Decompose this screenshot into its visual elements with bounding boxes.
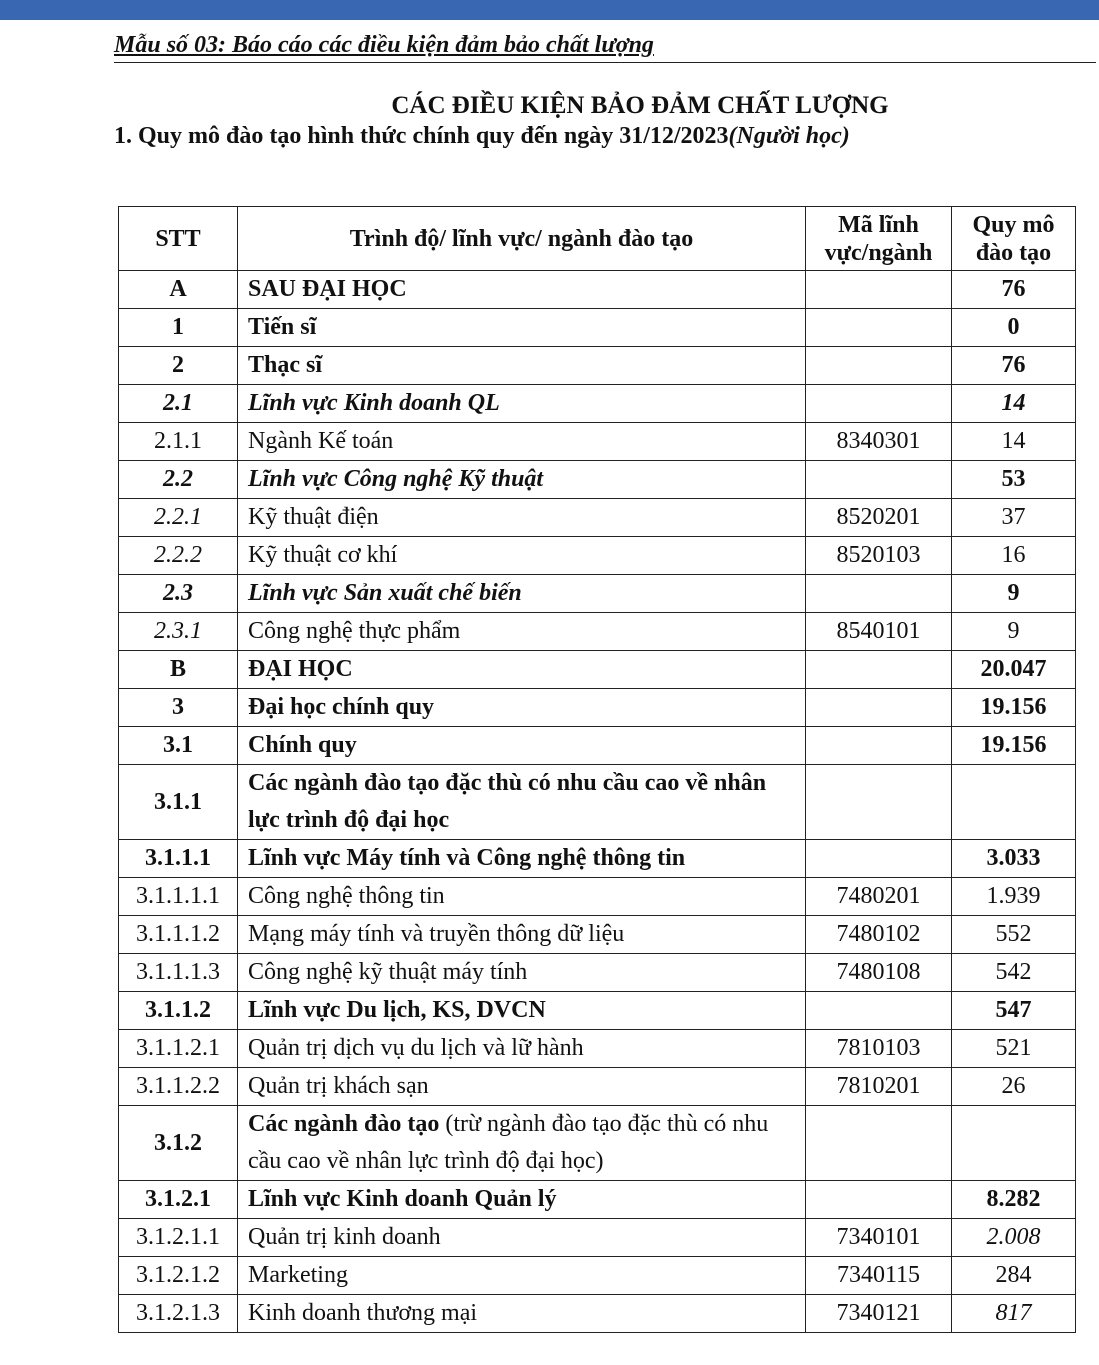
row-stt: 3.1.2 [119,1106,238,1181]
table-row [119,1257,1076,1295]
row-code [806,689,952,727]
row-stt: 3 [119,689,238,727]
row-name: Kỹ thuật cơ khí [238,537,806,575]
table-row [119,423,1076,461]
section-title [114,123,850,150]
table-row [119,651,1076,689]
row-code: 7480201 [806,878,952,916]
row-name: Thạc sĩ [238,347,806,385]
row-stt: 2.2.1 [119,499,238,537]
row-value: 0 [952,309,1076,347]
row-value: 53 [952,461,1076,499]
row-value: 547 [952,992,1076,1030]
row-name: Quản trị kinh doanh [238,1219,806,1257]
row-name: Lĩnh vực Công nghệ Kỹ thuật [238,461,806,499]
row-code [806,461,952,499]
header-program: Trình độ/ lĩnh vực/ ngành đào tạo [238,207,806,271]
table-row [119,992,1076,1030]
row-code: 7480108 [806,954,952,992]
row-name: Các ngành đào tạo đặc thù có nhu cầu cao về nhân lực trình độ đại học [238,765,806,840]
row-value: 20.047 [952,651,1076,689]
row-stt: B [119,651,238,689]
row-name: Tiến sĩ [238,309,806,347]
row-code [806,651,952,689]
row-stt: 2.3 [119,575,238,613]
table-row [119,1068,1076,1106]
row-code [806,271,952,309]
row-value: 2.008 [952,1219,1076,1257]
row-value: 19.156 [952,689,1076,727]
row-stt: 3.1.1.1 [119,840,238,878]
row-name: Mạng máy tính và truyền thông dữ liệu [238,916,806,954]
row-value: 14 [952,423,1076,461]
row-value: 1.939 [952,878,1076,916]
row-stt: 3.1.1.1.3 [119,954,238,992]
row-stt: 3.1.1.2.2 [119,1068,238,1106]
row-value: 8.282 [952,1181,1076,1219]
table-row [119,537,1076,575]
row-value: 817 [952,1295,1076,1333]
row-code: 8520201 [806,499,952,537]
row-value: 284 [952,1257,1076,1295]
row-code: 7340115 [806,1257,952,1295]
row-name: Kỹ thuật điện [238,499,806,537]
table-row [119,727,1076,765]
row-stt: 3.1.1 [119,765,238,840]
row-name: Marketing [238,1257,806,1295]
row-name: Chính quy [238,727,806,765]
row-stt: 2.3.1 [119,613,238,651]
row-value: 9 [952,575,1076,613]
table-row [119,689,1076,727]
table-row [119,271,1076,309]
row-value: 9 [952,613,1076,651]
row-code [806,840,952,878]
row-value [952,1106,1076,1181]
row-stt: 2.1.1 [119,423,238,461]
row-value: 542 [952,954,1076,992]
header-stt: STT [119,207,238,271]
row-code [806,727,952,765]
table-row [119,575,1076,613]
row-code: 8340301 [806,423,952,461]
row-code [806,575,952,613]
row-value: 76 [952,271,1076,309]
row-code [806,309,952,347]
row-stt: 3.1.1.2.1 [119,1030,238,1068]
table-row [119,840,1076,878]
row-value [952,765,1076,840]
row-code: 7810103 [806,1030,952,1068]
row-value: 19.156 [952,727,1076,765]
row-value: 76 [952,347,1076,385]
row-name: Các ngành đào tạo (trừ ngành đào tạo đặc thù có nhu cầu cao về nhân lực trình độ đại học) [238,1106,806,1181]
row-name: Kinh doanh thương mại [238,1295,806,1333]
table-row [119,385,1076,423]
section-title-main: 1. Quy mô đào tạo hình thức chính quy đến ngày 31/12/2023 [114,123,729,149]
row-code: 7810201 [806,1068,952,1106]
row-name: Công nghệ kỹ thuật máy tính [238,954,806,992]
row-stt: 3.1.2.1.2 [119,1257,238,1295]
header-code: Mã lĩnh vực/ngành [806,207,952,271]
table-row [119,1106,1076,1181]
row-name: Công nghệ thực phẩm [238,613,806,651]
table-row [119,461,1076,499]
page-title: CÁC ĐIỀU KIỆN BẢO ĐẢM CHẤT LƯỢNG [391,92,889,119]
row-name: Lĩnh vực Du lịch, KS, DVCN [238,992,806,1030]
row-code: 7340101 [806,1219,952,1257]
row-name: SAU ĐẠI HỌC [238,271,806,309]
table-row [119,309,1076,347]
row-name: Quản trị khách sạn [238,1068,806,1106]
row-value: 3.033 [952,840,1076,878]
row-name: Công nghệ thông tin [238,878,806,916]
header-divider [114,62,1096,63]
row-code: 8520103 [806,537,952,575]
row-name: Ngành Kế toán [238,423,806,461]
row-name: ĐẠI HỌC [238,651,806,689]
row-stt: 3.1.2.1 [119,1181,238,1219]
row-name: Lĩnh vực Sản xuất chế biến [238,575,806,613]
row-name: Đại học chính quy [238,689,806,727]
row-value: 26 [952,1068,1076,1106]
row-stt: 2.1 [119,385,238,423]
row-code [806,992,952,1030]
top-color-bar [0,0,1099,20]
row-code [806,1181,952,1219]
table-row [119,916,1076,954]
row-code: 7340121 [806,1295,952,1333]
table-row [119,765,1076,840]
table-row [119,1219,1076,1257]
table-row [119,878,1076,916]
row-value: 14 [952,385,1076,423]
row-stt: 3.1.1.1.1 [119,878,238,916]
row-stt: 3.1.1.2 [119,992,238,1030]
row-stt: 2.2 [119,461,238,499]
table-row [119,347,1076,385]
row-value: 552 [952,916,1076,954]
table-row [119,1181,1076,1219]
table-row [119,954,1076,992]
row-stt: 2.2.2 [119,537,238,575]
row-stt: 1 [119,309,238,347]
table-row [119,1030,1076,1068]
table-header-row [119,207,1076,271]
row-stt: 3.1 [119,727,238,765]
row-stt: 3.1.2.1.1 [119,1219,238,1257]
row-value: 521 [952,1030,1076,1068]
row-code: 7480102 [806,916,952,954]
row-stt: 2 [119,347,238,385]
row-name: Quản trị dịch vụ du lịch và lữ hành [238,1030,806,1068]
row-code [806,347,952,385]
row-code [806,765,952,840]
form-number-line: Mẫu số 03: Báo cáo các điều kiện đảm bảo chất lượng [114,32,654,58]
row-name: Lĩnh vực Kinh doanh QL [238,385,806,423]
row-stt: 3.1.1.1.2 [119,916,238,954]
training-scale-table [118,206,1076,1333]
header-scale: Quy mô đào tạo [952,207,1076,271]
row-stt: A [119,271,238,309]
table-row [119,1295,1076,1333]
row-name: Lĩnh vực Kinh doanh Quản lý [238,1181,806,1219]
table-row [119,499,1076,537]
row-value: 16 [952,537,1076,575]
table-row [119,613,1076,651]
section-title-unit: (Người học) [728,123,850,149]
row-code [806,385,952,423]
row-name: Lĩnh vực Máy tính và Công nghệ thông tin [238,840,806,878]
row-code [806,1106,952,1181]
row-value: 37 [952,499,1076,537]
row-code: 8540101 [806,613,952,651]
row-stt: 3.1.2.1.3 [119,1295,238,1333]
